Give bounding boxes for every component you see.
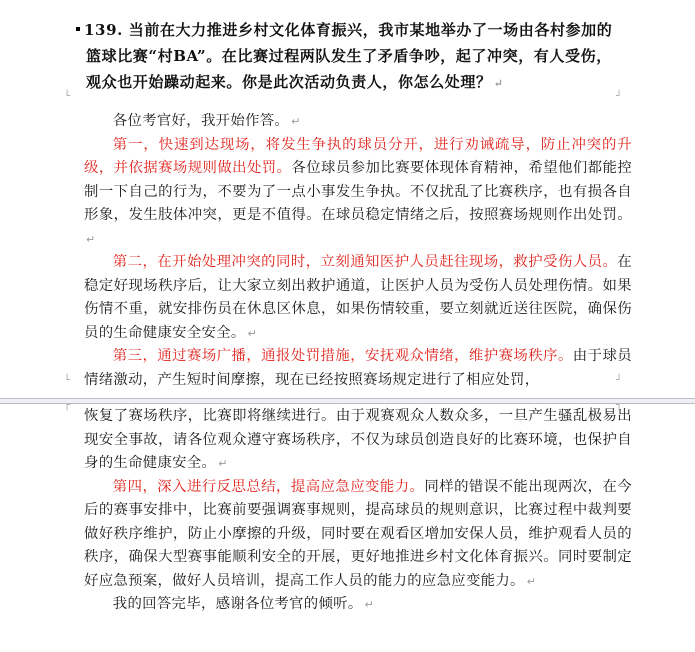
closing-paragraph: 我的回答完毕，感谢各位考官的倾听。 ↵ [112,596,375,612]
margin-corner-marker: ┐ [616,400,623,411]
paragraph-mark-icon: ↵ [364,598,375,611]
point-1-heading: 第一，快速到达现场，将发生争执的球员分开，进行劝诫疏导，防止冲突的升级，并依据赛场规则做出处罚。 [84,136,632,176]
answer-body-page-2 [84,405,632,617]
answer-body-page-1 [84,110,632,392]
margin-corner-marker: └ [64,375,71,386]
point-3-continuation [84,405,632,476]
margin-corner-marker: ┘ [616,91,623,102]
question-text: 139. 当前在大力推进乡村文化体育振兴，我市某地举办了一场由各村参加的篮球比赛“村BA”。在比赛过程两队发生了矛盾争吵，起了冲突，有人受伤，观众也开始躁动起来。你是此次活动负责人，你怎么处理？ [84,21,613,91]
paragraph-mark-icon: ↵ [291,115,301,128]
point-1-paragraph [84,134,632,252]
paragraph-mark-icon: ↵ [86,232,96,246]
point-3-heading: 第三，通过赛场广播，通报处罚措施，安抚观众情绪，维护赛场秩序。 [112,348,573,364]
point-2-text: 在稳定好现场秩序后，让大家立刻出救护通道，让医护人员为受伤人员处理伤情。如果伤情不重，就安排伤员在休息区休息，如果伤情较重，要立刻就近送往医院，确保伤员的生命健康安全安全。 [84,254,632,341]
intro-paragraph: 各位考官好，我开始作答。 ↵ [112,113,301,129]
margin-corner-marker: └ [64,91,71,102]
paragraph-mark-icon: ↵ [218,457,228,470]
point-3-text-part-1: 由于球员情绪激动，产生短时间摩擦，现在已经按照赛场规定进行了相应处罚， [84,348,632,388]
point-1-text: 各位球员参加比赛要体现体育精神，希望他们都能控制一下自己的行为，不要为了一点小事发生争执。不仅扰乱了比赛秩序，也有损各自形象，发生肢体冲突，更是不值得。在球员稳定情绪之后，按照赛场规则作出处罚。 [84,160,633,223]
point-4-paragraph [84,476,632,594]
point-3-paragraph [84,345,632,392]
point-4-text: 同样的错误不能出现两次，在今后的赛事安排中，比赛前要强调赛事规则，提高球员的规则意识，比赛过程中裁判要做好秩序维护，防止小摩擦的升级，同时要在观看区增加安保人员，维护观看人员的秩序，确保大型赛事能顺利安全的开展，更好地推进乡村文化体育振兴。同时要制定好应急预案，做好人员培训，提高工作人员的能力的应急应变能力。 [84,478,632,589]
point-2-heading: 第二，在开始处理冲突的同时，立刻通知医护人员赶往现场，救护受伤人员。 [112,254,618,270]
paragraph-mark-icon: ↵ [247,326,258,340]
question-heading [86,17,626,97]
point-3-text-part-2: 恢复了赛场秩序，比赛即将继续进行。由于观赛观众人数众多，一旦产生骚乱极易出现安全事故，请各位观众遵守赛场秩序，不仅为球员创造良好的比赛环境，也保护自身的生命健康安全。 [84,408,632,471]
margin-corner-marker: ┌ [64,400,71,411]
paragraph-mark-icon: ↵ [526,574,537,588]
point-4-heading: 第四，深入进行反思总结，提高应急应变能力。 [112,478,425,495]
point-2-paragraph [84,251,632,345]
paragraph-mark-icon: ↵ [493,77,504,90]
margin-corner-marker: ┘ [616,375,623,386]
list-bullet-icon [76,27,80,31]
